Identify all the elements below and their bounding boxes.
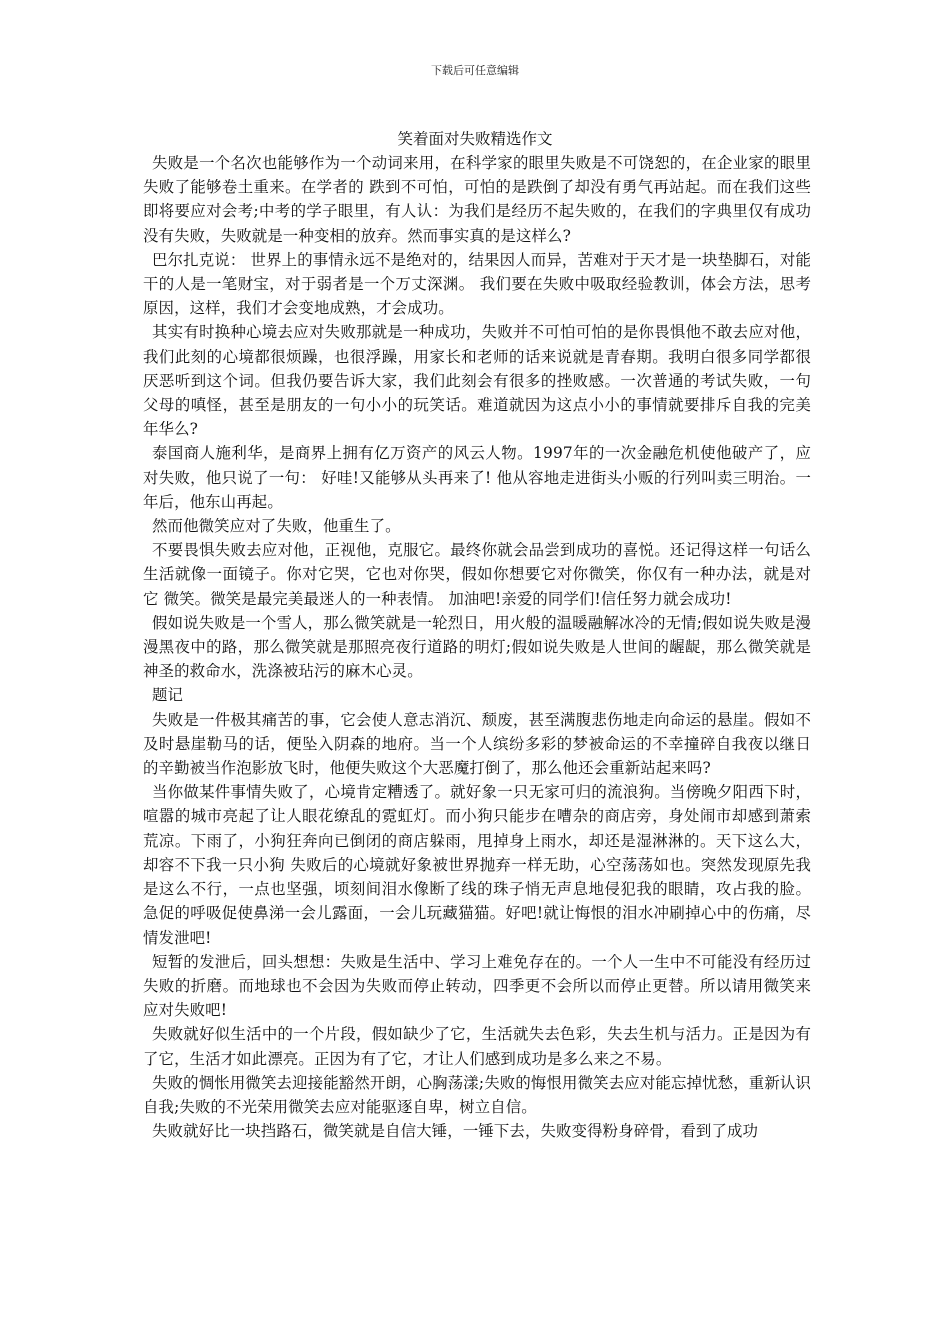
paragraph: 假如说失败是一个雪人，那么微笑就是一轮烈日，用火般的温暖融解冰冷的无情;假如说失败是漫漫黑夜中的路，那么微笑就是那照亮夜行道路的明灯;假如说失败是人世间的龌龊，那么微笑就是神圣的救命水，洗涤被玷污的麻木心灵。	[143, 613, 811, 681]
paragraph: 失败是一件极其痛苦的事，它会使人意志消沉、颓废，甚至满腹悲伤地走向命运的悬崖。假如不及时悬崖勒马的话，便坠入阴森的地府。当一个人缤纷多彩的梦被命运的不幸撞碎自我夜以继日的辛勤被当作泡影放飞时，他便失败这个大恶魔打倒了，那么他还会重新站起来吗?	[143, 710, 811, 778]
paragraph: 不要畏惧失败去应对他，正视他，克服它。最终你就会品尝到成功的喜悦。还记得这样一句话么 生活就像一面镜子。你对它哭，它也对你哭，假如你想要它对你微笑，你仅有一种办法，就是对它 微笑。微笑是最完美最迷人的一种表情。 加油吧!亲爱的同学们!信任努力就会成功!	[143, 541, 811, 608]
paragraph: 短暂的发泄后，回头想想：失败是生活中、学习上难免存在的。一个人一生中不可能没有经历过失败的折磨。而地球也不会因为失败而停止转动，四季更不会所以而停止更替。所以请用微笑来应对失败吧!	[143, 952, 811, 1020]
paragraph: 然而他微笑应对了失败，他重生了。	[152, 517, 401, 536]
paragraph: 失败是一个名次也能够作为一个动词来用，在科学家的眼里失败是不可饶恕的，在企业家的眼里失败了能够卷土重来。在学者的 跌到不可怕，可怕的是跌倒了却没有勇气再站起。而在我们这些即将要应对会考;中考的学子眼里，有人认：为我们是经历不起失败的，在我们的字典里仅有成功没有失败，失败就是一种变相的放弃。然而事实真的是这样么?	[143, 154, 811, 245]
paragraph: 失败就好比一块挡路石，微笑就是自信大锤，一锤下去，失败变得粉身碎骨，看到了成功	[152, 1122, 759, 1141]
section-heading: 题记	[152, 686, 184, 705]
paragraph: 其实有时换种心境去应对失败那就是一种成功，失败并不可怕可怕的是你畏惧他不敢去应对他，我们此刻的心境都很烦躁，也很浮躁，用家长和老师的话来说就是青春期。我明白很多同学都很厌恶听到这个词。但我仍要告诉大家，我们此刻会有很多的挫败感。一次普通的考试失败，一句父母的嗔怪，甚至是朋友的一句小小的玩笑话。难道就因为这点小小的事情就要排斥自我的完美年华么?	[143, 323, 811, 439]
paragraph: 泰国商人施利华，是商界上拥有亿万资产的风云人物。1997年的一次金融危机使他破产了，应对失败，他只说了一句： 好哇!又能够从头再来了! 他从容地走进街头小贩的行列叫卖三明治。一年后，他东山再起。	[143, 444, 811, 511]
document-title: 笑着面对失败精选作文	[397, 130, 553, 148]
paragraph: 当你做某件事情失败了，心境肯定糟透了。就好象一只无家可归的流浪狗。当傍晚夕阳西下时，喧嚣的城市亮起了让人眼花缭乱的霓虹灯。而小狗只能步在嘈杂的商店旁，身处闹市却感到萧索荒凉。下雨了，小狗狂奔向已倒闭的商店躲雨，甩掉身上雨水，却还是湿淋淋的。天下这么大，却容不下我一只小狗 失败后的心境就好象被世界抛弃一样无助，心空荡荡如也。突然发现原先我是这么不行，一点也坚强，顷刻间泪水像断了线的珠子悄无声息地侵犯我的眼睛，攻占我的脸。急促的呼吸促使鼻涕一会儿露面，一会儿玩藏猫猫。好吧!就让悔恨的泪水冲刷掉心中的伤痛，尽情发泄吧!	[143, 783, 811, 947]
page-header-note: 下载后可任意编辑	[431, 64, 519, 77]
paragraph: 巴尔扎克说： 世界上的事情永远不是绝对的，结果因人而异，苦难对于天才是一块垫脚石，对能干的人是一笔财宝，对于弱者是一个万丈深渊。 我们要在失败中吸取经验教训，体会方法，思考原因，这样，我们才会变地成熟，才会成功。	[143, 250, 811, 318]
paragraph: 失败就好似生活中的一个片段，假如缺少了它，生活就失去色彩，失去生机与活力。正是因为有了它，生活才如此漂亮。正因为有了它，才让人们感到成功是多么来之不易。	[143, 1025, 811, 1068]
document-body	[143, 151, 811, 1143]
paragraph: 失败的惆怅用微笑去迎接能豁然开朗，心胸荡漾;失败的悔恨用微笑去应对能忘掉忧愁，重新认识自我;失败的不光荣用微笑去应对能驱逐自卑，树立自信。	[143, 1073, 811, 1116]
